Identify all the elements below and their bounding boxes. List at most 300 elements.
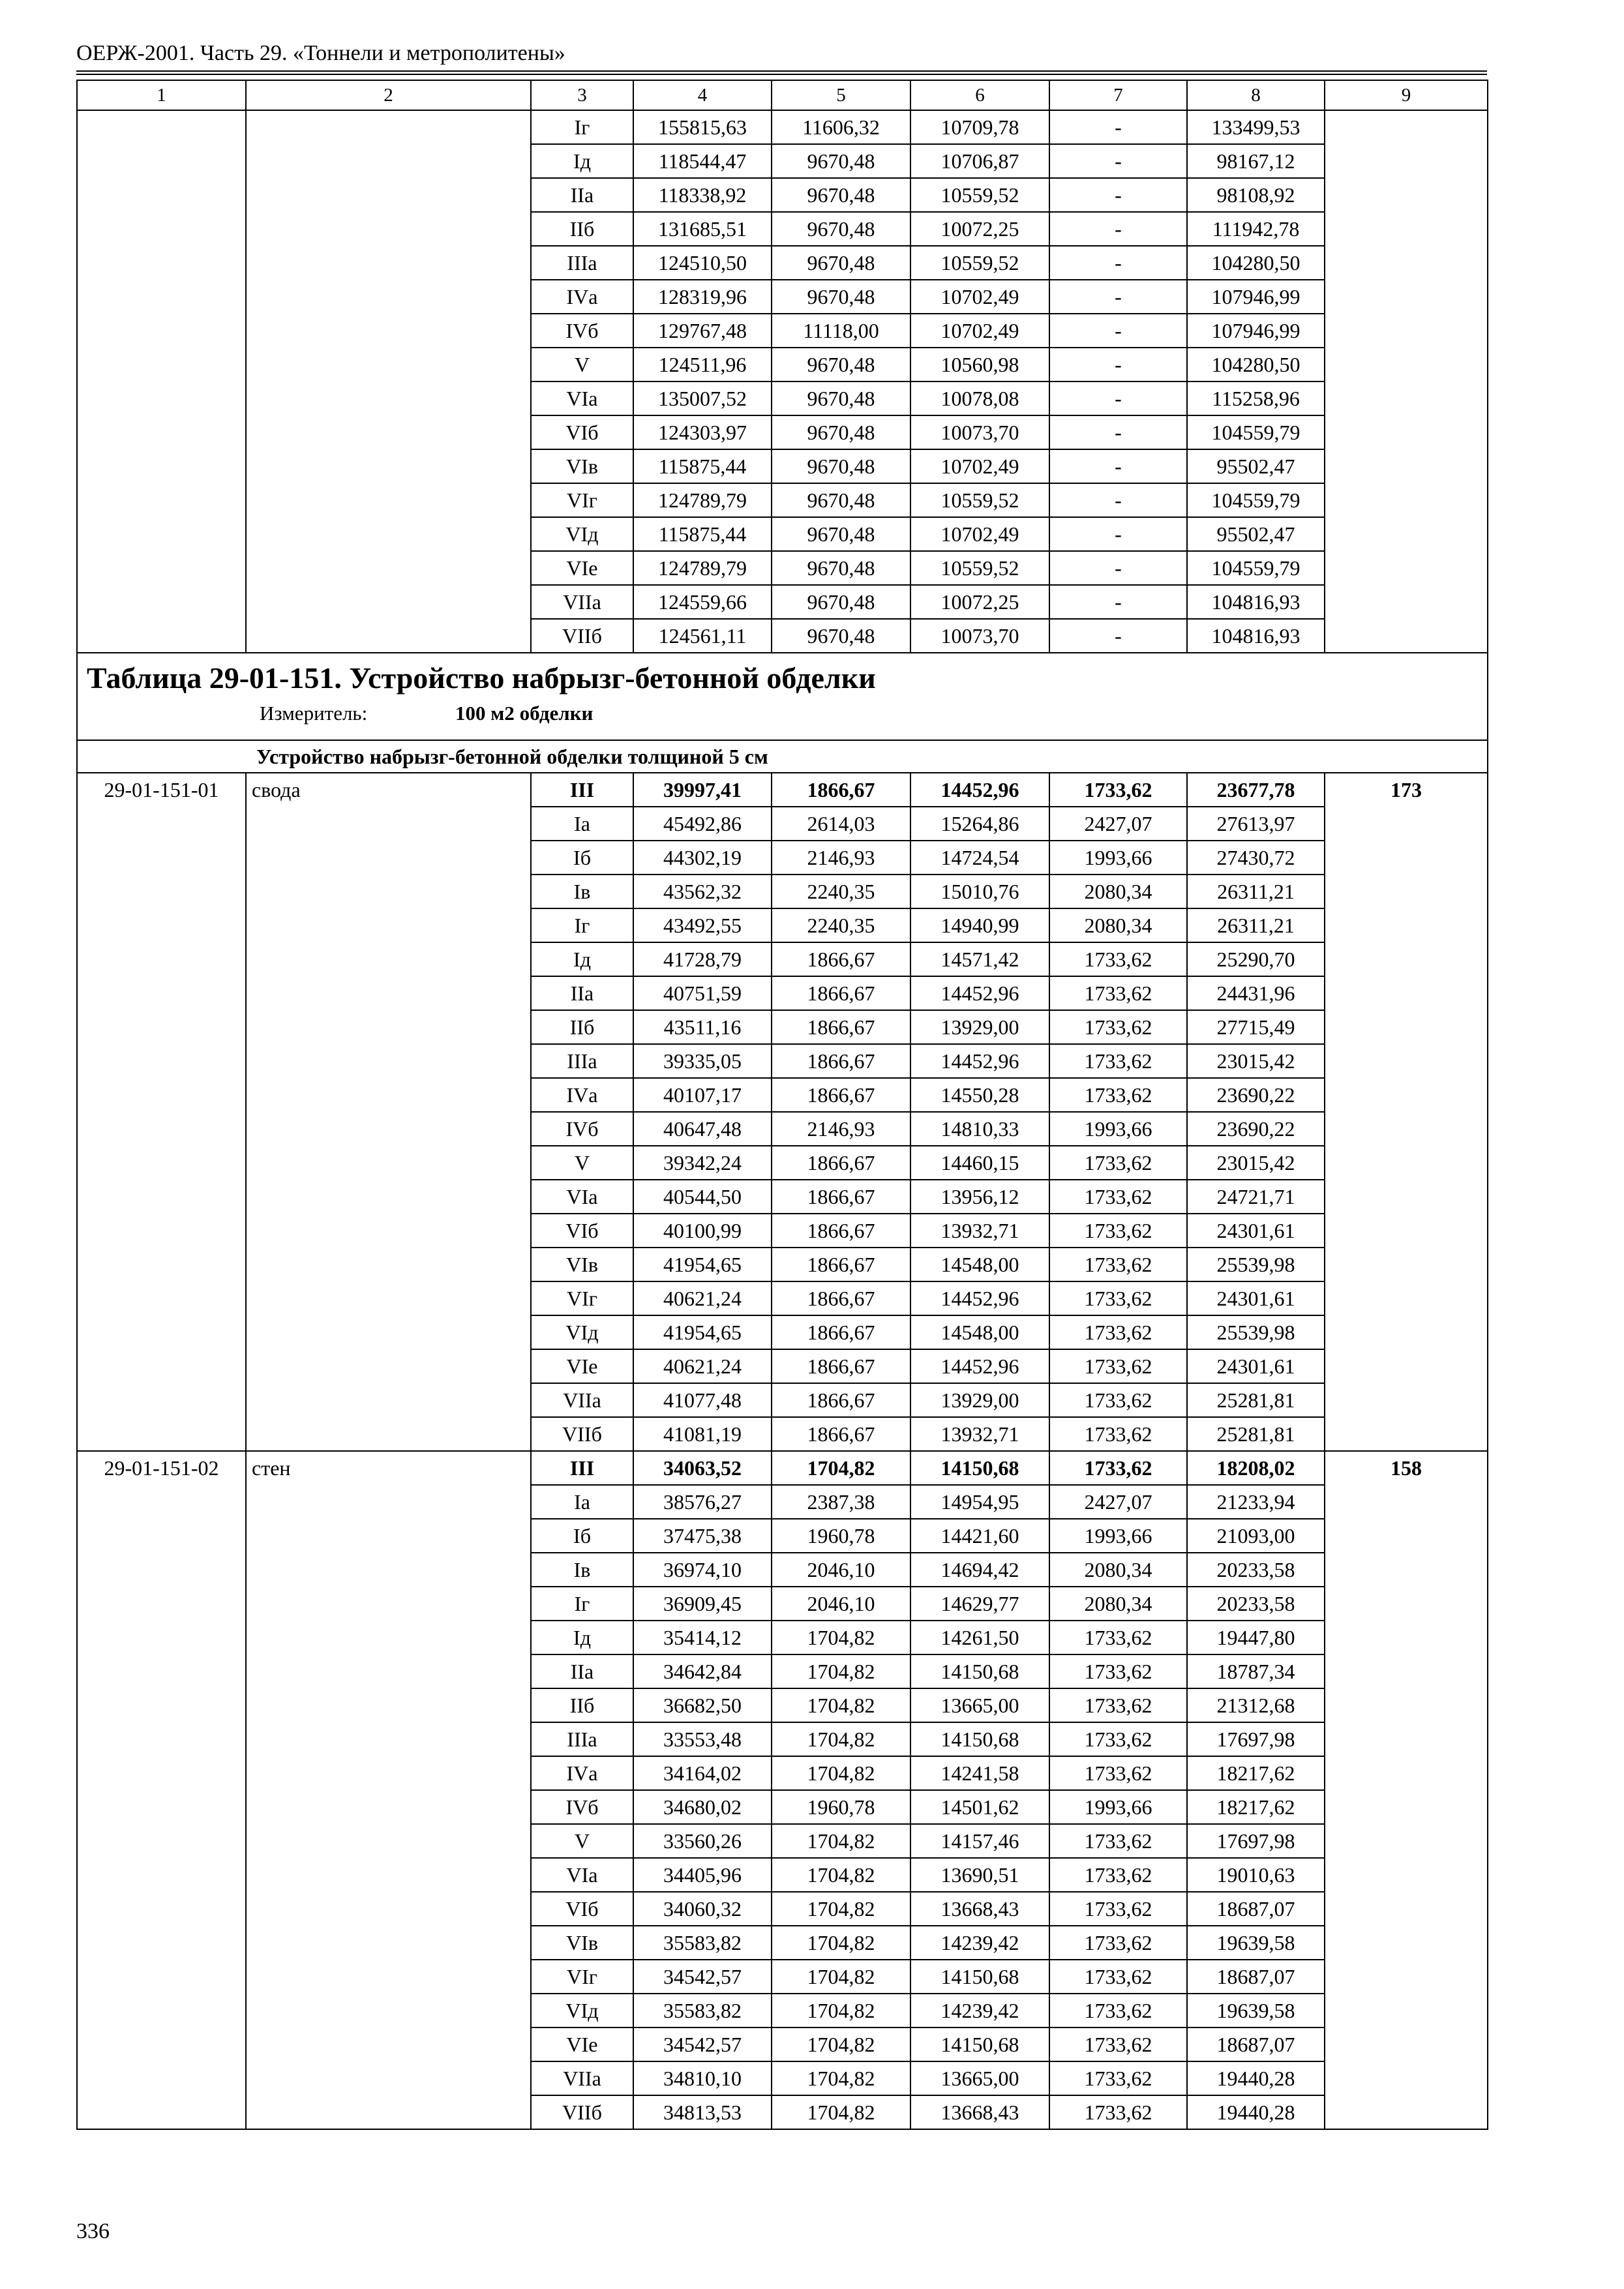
region-cell: V [531,348,633,382]
value-cell: 115875,44 [633,449,772,483]
value-cell: 10078,08 [910,382,1049,415]
value-cell: 10559,52 [910,551,1049,585]
value-cell: 23015,42 [1187,1146,1325,1180]
value-cell: 1866,67 [772,1248,910,1281]
value-cell: 133499,53 [1187,110,1325,144]
value-cell: 1866,67 [772,1180,910,1214]
value-cell: 128319,96 [633,280,772,314]
value-cell: 19639,58 [1187,1926,1325,1960]
value-cell: 2046,10 [772,1587,910,1621]
value-cell: - [1049,415,1187,449]
value-cell: 104559,79 [1187,483,1325,517]
region-cell: IIа [531,178,633,212]
value-cell: 25281,81 [1187,1383,1325,1417]
page-cell: 173 [1325,773,1488,1451]
value-cell: 27715,49 [1187,1010,1325,1044]
value-cell: 2080,34 [1049,875,1187,908]
value-cell: 10702,49 [910,314,1049,348]
value-cell: 1866,67 [772,1281,910,1315]
value-cell: 41077,48 [633,1383,772,1417]
value-cell: 1960,78 [772,1790,910,1824]
value-cell: 13665,00 [910,1688,1049,1722]
value-cell: 11606,32 [772,110,910,144]
region-cell: Iд [531,144,633,178]
subsection-title: Устройство набрызг-бетонной обделки толщиной 5 см [77,740,1488,773]
value-cell: 155815,63 [633,110,772,144]
region-cell: IIб [531,1688,633,1722]
value-cell: 39342,24 [633,1146,772,1180]
value-cell: 9670,48 [772,246,910,280]
value-cell: 95502,47 [1187,517,1325,551]
value-cell: 40751,59 [633,976,772,1010]
region-cell: VIIа [531,1383,633,1417]
value-cell: 34680,02 [633,1790,772,1824]
value-cell: 36909,45 [633,1587,772,1621]
value-cell: 24721,71 [1187,1180,1325,1214]
value-cell: - [1049,246,1187,280]
value-cell: 18687,07 [1187,1892,1325,1926]
region-cell: VIв [531,1248,633,1281]
region-cell: VIг [531,483,633,517]
value-cell: 10706,87 [910,144,1049,178]
value-cell: 1733,62 [1049,1621,1187,1654]
value-cell: 1866,67 [772,1349,910,1383]
value-cell: 14452,96 [910,773,1049,807]
value-cell: 34063,52 [633,1451,772,1485]
measure-value: 100 м2 обделки [455,702,594,725]
value-cell: 24431,96 [1187,976,1325,1010]
value-cell: 1733,62 [1049,1451,1187,1485]
value-cell: 40621,24 [633,1349,772,1383]
region-cell: III [531,773,633,807]
value-cell: 1733,62 [1049,1722,1187,1756]
value-cell: 26311,21 [1187,875,1325,908]
value-cell: 13932,71 [910,1214,1049,1248]
value-cell: 9670,48 [772,178,910,212]
value-cell: 1704,82 [772,1994,910,2027]
value-cell: 1733,62 [1049,1960,1187,1994]
value-cell: 1733,62 [1049,1214,1187,1248]
value-cell: 40107,17 [633,1078,772,1112]
value-cell: 104816,93 [1187,619,1325,653]
value-cell: 40100,99 [633,1214,772,1248]
table-title-cell [77,653,1488,740]
value-cell: 2146,93 [772,841,910,875]
value-cell: 1993,66 [1049,1519,1187,1553]
value-cell: 1733,62 [1049,1315,1187,1349]
value-cell: 2427,07 [1049,1485,1187,1519]
region-cell: Iд [531,942,633,976]
value-cell: - [1049,517,1187,551]
column-header: 6 [910,80,1049,110]
value-cell: 98167,12 [1187,144,1325,178]
value-cell: 124559,66 [633,585,772,619]
region-cell: VIIб [531,1417,633,1451]
value-cell: 24301,61 [1187,1349,1325,1383]
table-title-row [77,653,1488,740]
value-cell: 135007,52 [633,382,772,415]
value-cell: 104559,79 [1187,415,1325,449]
value-cell: 36974,10 [633,1553,772,1587]
value-cell: 1993,66 [1049,1790,1187,1824]
value-cell: 1704,82 [772,1451,910,1485]
value-cell: 104559,79 [1187,551,1325,585]
value-cell: 41081,19 [633,1417,772,1451]
region-cell: IIб [531,212,633,246]
value-cell: 10702,49 [910,517,1049,551]
value-cell: 14940,99 [910,908,1049,942]
value-cell: 104816,93 [1187,585,1325,619]
value-cell: 1733,62 [1049,1349,1187,1383]
value-cell: 23677,78 [1187,773,1325,807]
value-cell: 14452,96 [910,1044,1049,1078]
value-cell: 25539,98 [1187,1315,1325,1349]
region-cell: VIб [531,1214,633,1248]
value-cell: 34542,57 [633,2027,772,2061]
value-cell: 10072,25 [910,212,1049,246]
region-cell: IIIа [531,1722,633,1756]
value-cell: - [1049,280,1187,314]
value-cell: 1733,62 [1049,1078,1187,1112]
value-cell: 1733,62 [1049,1010,1187,1044]
value-cell: 9670,48 [772,212,910,246]
region-cell: Iв [531,875,633,908]
region-cell: IIа [531,1654,633,1688]
value-cell: 2240,35 [772,875,910,908]
region-cell: VIIб [531,619,633,653]
value-cell: 18787,34 [1187,1654,1325,1688]
column-header: 3 [531,80,633,110]
value-cell: 25290,70 [1187,942,1325,976]
value-cell: 14571,42 [910,942,1049,976]
value-cell: 1733,62 [1049,1248,1187,1281]
value-cell: 124303,97 [633,415,772,449]
value-cell: 9670,48 [772,449,910,483]
value-cell: 14150,68 [910,1654,1049,1688]
value-cell: 1704,82 [772,2095,910,2129]
value-cell: 45492,86 [633,807,772,841]
value-cell: 43492,55 [633,908,772,942]
value-cell: 14150,68 [910,1960,1049,1994]
value-cell: 35583,82 [633,1926,772,1960]
value-cell: 18687,07 [1187,2027,1325,2061]
subsection-row [77,740,1488,773]
header-rule [76,70,1487,72]
region-cell: IVа [531,280,633,314]
value-cell: 1704,82 [772,1654,910,1688]
value-cell: 2080,34 [1049,1553,1187,1587]
value-cell: - [1049,314,1187,348]
value-cell: 1704,82 [772,1756,910,1790]
value-cell: - [1049,449,1187,483]
value-cell: 9670,48 [772,348,910,382]
value-cell: 1866,67 [772,1010,910,1044]
value-cell: 39997,41 [633,773,772,807]
value-cell: 40647,48 [633,1112,772,1146]
value-cell: 19447,80 [1187,1621,1325,1654]
value-cell: 1866,67 [772,773,910,807]
code-cell: 29-01-151-02 [77,1451,246,2129]
value-cell: 14452,96 [910,1349,1049,1383]
value-cell: 27430,72 [1187,841,1325,875]
value-cell: - [1049,110,1187,144]
region-cell: IVа [531,1756,633,1790]
value-cell: 1733,62 [1049,1688,1187,1722]
value-cell: 35414,12 [633,1621,772,1654]
value-cell: 2080,34 [1049,908,1187,942]
value-cell: 10559,52 [910,178,1049,212]
value-cell: 1704,82 [772,1926,910,1960]
value-cell: 107946,99 [1187,314,1325,348]
value-cell: 9670,48 [772,619,910,653]
value-cell: 115258,96 [1187,382,1325,415]
column-header: 9 [1325,80,1488,110]
value-cell: 41954,65 [633,1248,772,1281]
code-cell: 29-01-151-01 [77,773,246,1451]
value-cell: 13929,00 [910,1010,1049,1044]
value-cell: 107946,99 [1187,280,1325,314]
region-cell: VIе [531,1349,633,1383]
value-cell: 2240,35 [772,908,910,942]
value-cell: 33560,26 [633,1824,772,1858]
value-cell: 95502,47 [1187,449,1325,483]
region-cell: Iа [531,1485,633,1519]
value-cell: 15264,86 [910,807,1049,841]
value-cell: 1866,67 [772,976,910,1010]
value-cell: 104280,50 [1187,246,1325,280]
name-cell: свода [246,773,531,1451]
value-cell: 1866,67 [772,1078,910,1112]
value-cell: 1960,78 [772,1519,910,1553]
value-cell: - [1049,619,1187,653]
value-cell: 21233,94 [1187,1485,1325,1519]
region-cell: IVб [531,1790,633,1824]
value-cell: 1733,62 [1049,2027,1187,2061]
value-cell: 9670,48 [772,415,910,449]
value-cell: 23690,22 [1187,1112,1325,1146]
value-cell: 18217,62 [1187,1790,1325,1824]
value-cell: 1704,82 [772,1688,910,1722]
region-cell: V [531,1146,633,1180]
region-cell: VIг [531,1281,633,1315]
value-cell: 1733,62 [1049,1994,1187,2027]
value-cell: 19440,28 [1187,2095,1325,2129]
value-cell: 9670,48 [772,551,910,585]
value-cell: 118544,47 [633,144,772,178]
value-cell: 10709,78 [910,110,1049,144]
column-header: 1 [77,80,246,110]
value-cell: 1866,67 [772,1417,910,1451]
value-cell: 2614,03 [772,807,910,841]
value-cell: 35583,82 [633,1994,772,2027]
value-cell: 14452,96 [910,976,1049,1010]
value-cell: 34542,57 [633,1960,772,1994]
region-cell: VIб [531,415,633,449]
value-cell: - [1049,551,1187,585]
value-cell: 14421,60 [910,1519,1049,1553]
value-cell: 1733,62 [1049,1044,1187,1078]
value-cell: 1866,67 [772,1146,910,1180]
region-cell: IVб [531,1112,633,1146]
value-cell: 14157,46 [910,1824,1049,1858]
region-cell: VIб [531,1892,633,1926]
value-cell: 18217,62 [1187,1756,1325,1790]
value-cell: 36682,50 [633,1688,772,1722]
value-cell: 14810,33 [910,1112,1049,1146]
value-cell: 37475,38 [633,1519,772,1553]
value-cell: 9670,48 [772,280,910,314]
value-cell: 14548,00 [910,1248,1049,1281]
value-cell: 2146,93 [772,1112,910,1146]
region-cell: IIIа [531,246,633,280]
table-title: Таблица 29-01-151. Устройство набрызг-бетонной обделки [87,661,876,695]
region-cell: IVб [531,314,633,348]
region-cell: Iг [531,110,633,144]
value-cell: 1704,82 [772,2061,910,2095]
region-cell: IIIа [531,1044,633,1078]
value-cell: 14239,42 [910,1926,1049,1960]
region-cell: VIг [531,1960,633,1994]
value-cell: - [1049,483,1187,517]
value-cell: 1866,67 [772,1383,910,1417]
value-cell: 2427,07 [1049,807,1187,841]
value-cell: 1733,62 [1049,2061,1187,2095]
value-cell: 10702,49 [910,449,1049,483]
value-cell: - [1049,382,1187,415]
value-cell: 14954,95 [910,1485,1049,1519]
value-cell: 2080,34 [1049,1587,1187,1621]
table-row [77,1451,1488,1485]
value-cell: 25539,98 [1187,1248,1325,1281]
value-cell: 2387,38 [772,1485,910,1519]
value-cell: 15010,76 [910,875,1049,908]
region-cell: VIIа [531,2061,633,2095]
value-cell: 111942,78 [1187,212,1325,246]
value-cell: 40544,50 [633,1180,772,1214]
value-cell: 13690,51 [910,1858,1049,1892]
value-cell: 43511,16 [633,1010,772,1044]
region-cell: Iг [531,908,633,942]
value-cell: 39335,05 [633,1044,772,1078]
column-header: 7 [1049,80,1187,110]
value-cell: 43562,32 [633,875,772,908]
value-cell: 13668,43 [910,2095,1049,2129]
value-cell: 13668,43 [910,1892,1049,1926]
value-cell: 14629,77 [910,1587,1049,1621]
region-cell: Iд [531,1621,633,1654]
table-row [77,773,1488,807]
value-cell: 10702,49 [910,280,1049,314]
value-cell: 1993,66 [1049,841,1187,875]
region-cell: VIд [531,1315,633,1349]
value-cell: 14724,54 [910,841,1049,875]
value-cell: 18687,07 [1187,1960,1325,1994]
region-cell: Iа [531,807,633,841]
name-cell [246,110,531,653]
value-cell: 40621,24 [633,1281,772,1315]
value-cell: 19010,63 [1187,1858,1325,1892]
region-cell: VIв [531,449,633,483]
value-cell: 1733,62 [1049,773,1187,807]
region-cell: VIв [531,1926,633,1960]
page-cell: 158 [1325,1451,1488,2129]
value-cell: 1733,62 [1049,1858,1187,1892]
region-cell: VIд [531,517,633,551]
value-cell: 1733,62 [1049,1180,1187,1214]
value-cell: 24301,61 [1187,1281,1325,1315]
value-cell: 1866,67 [772,1044,910,1078]
value-cell: 34642,84 [633,1654,772,1688]
value-cell: 104280,50 [1187,348,1325,382]
value-cell: - [1049,178,1187,212]
value-cell: 124511,96 [633,348,772,382]
value-cell: 14452,96 [910,1281,1049,1315]
value-cell: 1733,62 [1049,1926,1187,1960]
region-cell: VIд [531,1994,633,2027]
region-cell: VIа [531,1858,633,1892]
value-cell: 9670,48 [772,144,910,178]
value-cell: 34813,53 [633,2095,772,2129]
value-cell: 1866,67 [772,1315,910,1349]
value-cell: 13665,00 [910,2061,1049,2095]
name-cell: стен [246,1451,531,2129]
value-cell: 41728,79 [633,942,772,976]
value-cell: 13932,71 [910,1417,1049,1451]
value-cell: 18208,02 [1187,1451,1325,1485]
value-cell: 1733,62 [1049,976,1187,1010]
value-cell: 1733,62 [1049,1654,1187,1688]
value-cell: 1704,82 [772,1621,910,1654]
value-cell: 10073,70 [910,619,1049,653]
value-cell: 41954,65 [633,1315,772,1349]
measure-line [87,700,1478,726]
region-cell: VIе [531,551,633,585]
value-cell: 10072,25 [910,585,1049,619]
value-cell: 21093,00 [1187,1519,1325,1553]
value-cell: 9670,48 [772,585,910,619]
value-cell: 14501,62 [910,1790,1049,1824]
value-cell: 1704,82 [772,1858,910,1892]
value-cell: 19440,28 [1187,2061,1325,2095]
value-cell: 34810,10 [633,2061,772,2095]
column-header: 8 [1187,80,1325,110]
value-cell: 1704,82 [772,2027,910,2061]
rates-table [76,80,1488,2130]
value-cell: - [1049,212,1187,246]
value-cell: 14548,00 [910,1315,1049,1349]
value-cell: 44302,19 [633,841,772,875]
value-cell: 23015,42 [1187,1044,1325,1078]
value-cell: 11118,00 [772,314,910,348]
value-cell: 17697,98 [1187,1824,1325,1858]
region-cell: VIIб [531,2095,633,2129]
value-cell: 33553,48 [633,1722,772,1756]
code-cell [77,110,246,653]
value-cell: 1733,62 [1049,2095,1187,2129]
value-cell: 19639,58 [1187,1994,1325,2027]
value-cell: 14241,58 [910,1756,1049,1790]
column-header: 2 [246,80,531,110]
value-cell: 34060,32 [633,1892,772,1926]
region-cell: VIа [531,382,633,415]
value-cell: 124789,79 [633,551,772,585]
value-cell: 124510,50 [633,246,772,280]
measure-label: Измеритель: [260,702,368,725]
value-cell: 9670,48 [772,517,910,551]
value-cell: 14239,42 [910,1994,1049,2027]
region-cell: IVа [531,1078,633,1112]
value-cell: 1704,82 [772,1892,910,1926]
